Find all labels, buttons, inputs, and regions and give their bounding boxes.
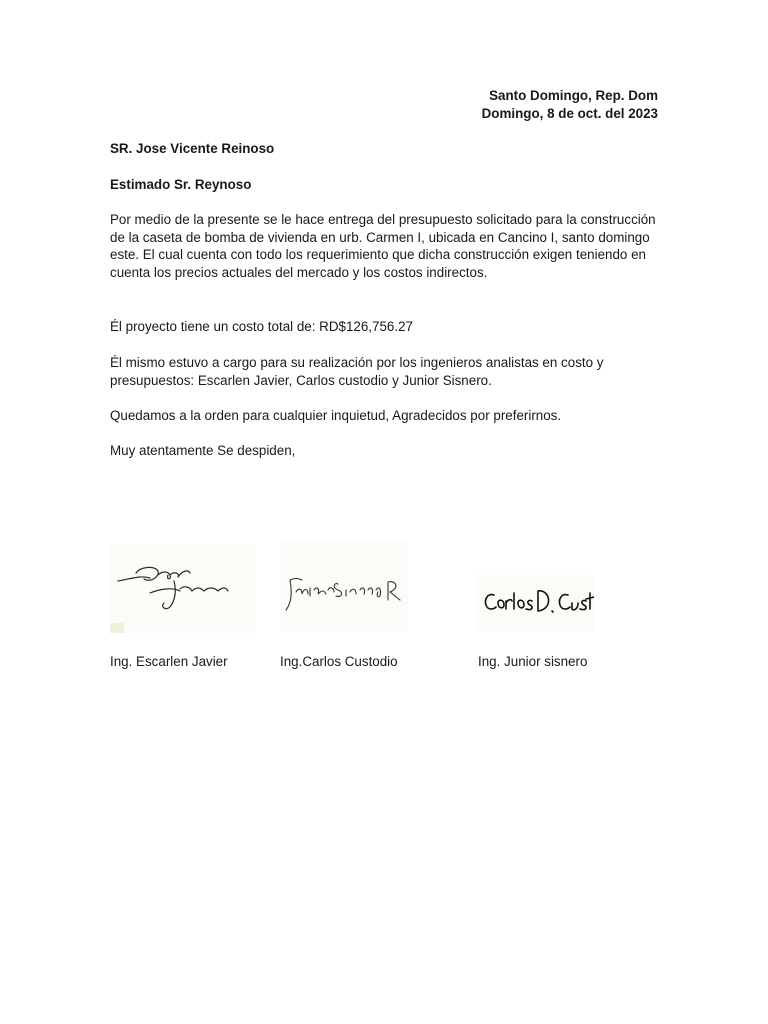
recipient-line: SR. Jose Vicente Reinoso xyxy=(110,141,275,156)
header-date: Domingo, 8 de oct. del 2023 xyxy=(481,106,658,121)
signature-escarlen-drawing xyxy=(110,545,256,633)
body-paragraph-3: Él mismo estuvo a cargo para su realización por los ingenieros analistas en costo y presupuestos: Escarlen Javier, Carlos custodio y Junior Sisnero. xyxy=(110,355,604,388)
signature-label-junior: Ing. Junior sisnero xyxy=(478,654,588,669)
header-location: Santo Domingo, Rep. Dom xyxy=(489,88,658,103)
signature-label-escarlen: Ing. Escarlen Javier xyxy=(110,654,228,669)
body-paragraph-1: Por medio de la presente se le hace entrega del presupuesto solicitado para la construcción de la caseta de bomba de vivienda en urb. Carmen I, ubicada en Cancino I, santo domingo este. El cual cuenta con todo los requerimiento que dicha construcción exigen teniendo en cuenta los precios actuales del mercado y los costos indirectos. xyxy=(110,212,656,280)
body-paragraph-4: Quedamos a la orden para cualquier inquietud, Agradecidos por preferirnos. xyxy=(110,408,562,423)
signature-label-carlos: Ing.Carlos Custodio xyxy=(280,654,398,669)
letter-header xyxy=(482,87,658,123)
signature-carlos-drawing xyxy=(476,575,594,631)
closing-line: Muy atentamente Se despiden, xyxy=(110,443,296,458)
signature-carlos-image xyxy=(476,575,594,631)
signature-junior-drawing xyxy=(280,540,408,632)
signature-junior-image xyxy=(280,540,408,632)
body-paragraph-2: Él proyecto tiene un costo total de: RD$126,756.27 xyxy=(110,319,413,334)
signature-escarlen-image xyxy=(110,545,256,633)
salutation-line: Estimado Sr. Reynoso xyxy=(110,177,252,192)
